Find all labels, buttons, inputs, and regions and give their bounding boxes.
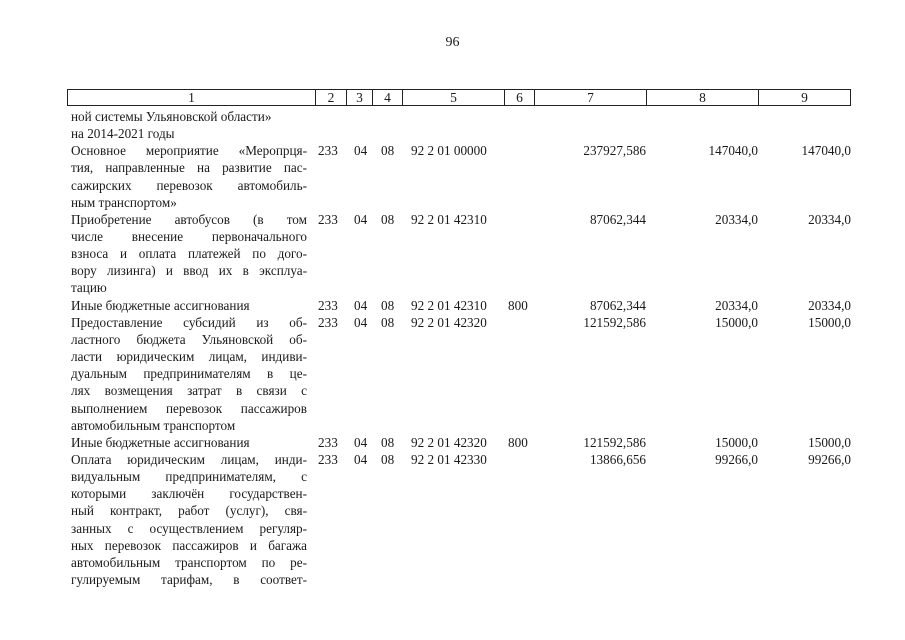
cell-c4: 08 <box>381 143 395 159</box>
description-line: ластного бюджета Ульяновской об- <box>71 331 307 347</box>
row-description <box>71 108 307 142</box>
cell-c6: 800 <box>508 297 528 313</box>
header-col-5: 5 <box>403 90 505 105</box>
cell-c2: 233 <box>318 297 338 313</box>
description-line: дуальным предпринимателям в це- <box>71 366 307 382</box>
cell-c7: 87062,344 <box>589 211 646 227</box>
header-col-3: 3 <box>347 90 373 105</box>
description-line: автомобильным транспортом по ре- <box>71 554 307 570</box>
table-header <box>67 89 851 106</box>
cell-c5: 92 2 01 00000 <box>411 143 487 159</box>
description-line: Иные бюджетные ассигнования <box>71 297 250 313</box>
cell-c5: 92 2 01 42330 <box>411 452 487 467</box>
cell-c5: 92 2 01 42310 <box>411 297 487 313</box>
description-line: взноса и оплата платежей по дого- <box>71 246 307 262</box>
header-col-8: 8 <box>647 90 759 105</box>
row-description <box>71 297 307 314</box>
row-description <box>71 434 307 451</box>
description-line: выполнением перевозок пассажиров <box>71 400 307 416</box>
cell-c3: 04 <box>354 434 368 450</box>
row-description <box>71 451 307 588</box>
description-line: Иные бюджетные ассигнования <box>71 434 250 450</box>
row-description <box>71 314 307 434</box>
description-line: числе внесение первоначального <box>71 229 307 245</box>
cell-c9: 99266,0 <box>808 452 851 467</box>
cell-c2: 233 <box>318 434 338 450</box>
description-line: Предоставление субсидий из об- <box>71 314 307 330</box>
row-description <box>71 142 307 211</box>
cell-c7: 121592,586 <box>583 434 646 450</box>
cell-c6: 800 <box>508 434 528 450</box>
description-line: ных перевозок пассажиров и багажа <box>71 537 307 553</box>
cell-c5: 92 2 01 42320 <box>411 314 487 330</box>
description-line: ный контракт, работ (услуг), свя- <box>71 503 307 519</box>
header-col-6: 6 <box>505 90 535 105</box>
cell-c4: 08 <box>381 297 395 313</box>
cell-c5: 92 2 01 42320 <box>411 434 487 450</box>
cell-c2: 233 <box>318 314 338 330</box>
cell-c3: 04 <box>354 297 368 313</box>
cell-c8: 99266,0 <box>715 452 758 467</box>
header-col-4: 4 <box>373 90 403 105</box>
description-line: тия, направленные на развитие пас- <box>71 160 307 176</box>
header-col-7: 7 <box>535 90 647 105</box>
cell-c4: 08 <box>381 314 395 330</box>
cell-c7: 121592,586 <box>583 314 646 330</box>
cell-c9: 20334,0 <box>808 297 851 313</box>
cell-c7: 237927,586 <box>583 143 646 159</box>
description-line: вору лизинга) и ввод их в эксплуа- <box>71 263 307 279</box>
description-line: ной системы Ульяновской области» <box>71 109 272 124</box>
cell-c9: 15000,0 <box>808 314 851 330</box>
cell-c5: 92 2 01 42310 <box>411 211 487 227</box>
description-line: гулируемым тарифам, в соответ- <box>71 571 307 587</box>
cell-c4: 08 <box>381 434 395 450</box>
header-col-2: 2 <box>316 90 347 105</box>
cell-c7: 87062,344 <box>589 297 646 313</box>
cell-c2: 233 <box>318 143 338 159</box>
description-line: сажирских перевозок автомобиль- <box>71 177 307 193</box>
header-col-9: 9 <box>801 90 808 105</box>
description-line: на 2014-2021 годы <box>71 126 175 142</box>
cell-c9: 147040,0 <box>801 143 851 159</box>
cell-c8: 20334,0 <box>715 297 758 313</box>
description-line: Приобретение автобусов (в том <box>71 211 307 227</box>
cell-c3: 04 <box>354 211 368 227</box>
header-col-1: 1 <box>68 90 316 105</box>
cell-c9: 20334,0 <box>808 211 851 227</box>
cell-c8: 147040,0 <box>708 143 758 159</box>
cell-c9: 15000,0 <box>808 434 851 450</box>
description-line: тацию <box>71 280 107 296</box>
description-line: автомобильным транспортом <box>71 417 236 433</box>
cell-c8: 15000,0 <box>715 314 758 330</box>
description-line: ласти юридическим лицам, индиви- <box>71 349 307 365</box>
cell-c7: 13866,656 <box>589 452 646 467</box>
cell-c8: 15000,0 <box>715 434 758 450</box>
cell-c3: 04 <box>354 452 368 467</box>
cell-c4: 08 <box>381 452 395 467</box>
cell-c2: 233 <box>318 211 338 227</box>
cell-c8: 20334,0 <box>715 211 758 227</box>
description-line: видуальным предпринимателям, с <box>71 469 307 485</box>
description-line: ным транспортом» <box>71 194 177 210</box>
description-line: занных с осуществлением регуляр- <box>71 520 307 536</box>
cell-c3: 04 <box>354 314 368 330</box>
description-line: Основное мероприятие «Меропрця- <box>71 143 307 159</box>
cell-c3: 04 <box>354 143 368 159</box>
description-line: Оплата юридическим лицам, инди- <box>71 452 307 467</box>
page-number: 96 <box>445 35 460 50</box>
cell-c4: 08 <box>381 211 395 227</box>
description-line: которыми заключён государствен- <box>71 486 307 502</box>
row-description <box>71 211 307 297</box>
cell-c2: 233 <box>318 452 338 467</box>
description-line: лях возмещения затрат в связи с <box>71 383 307 399</box>
